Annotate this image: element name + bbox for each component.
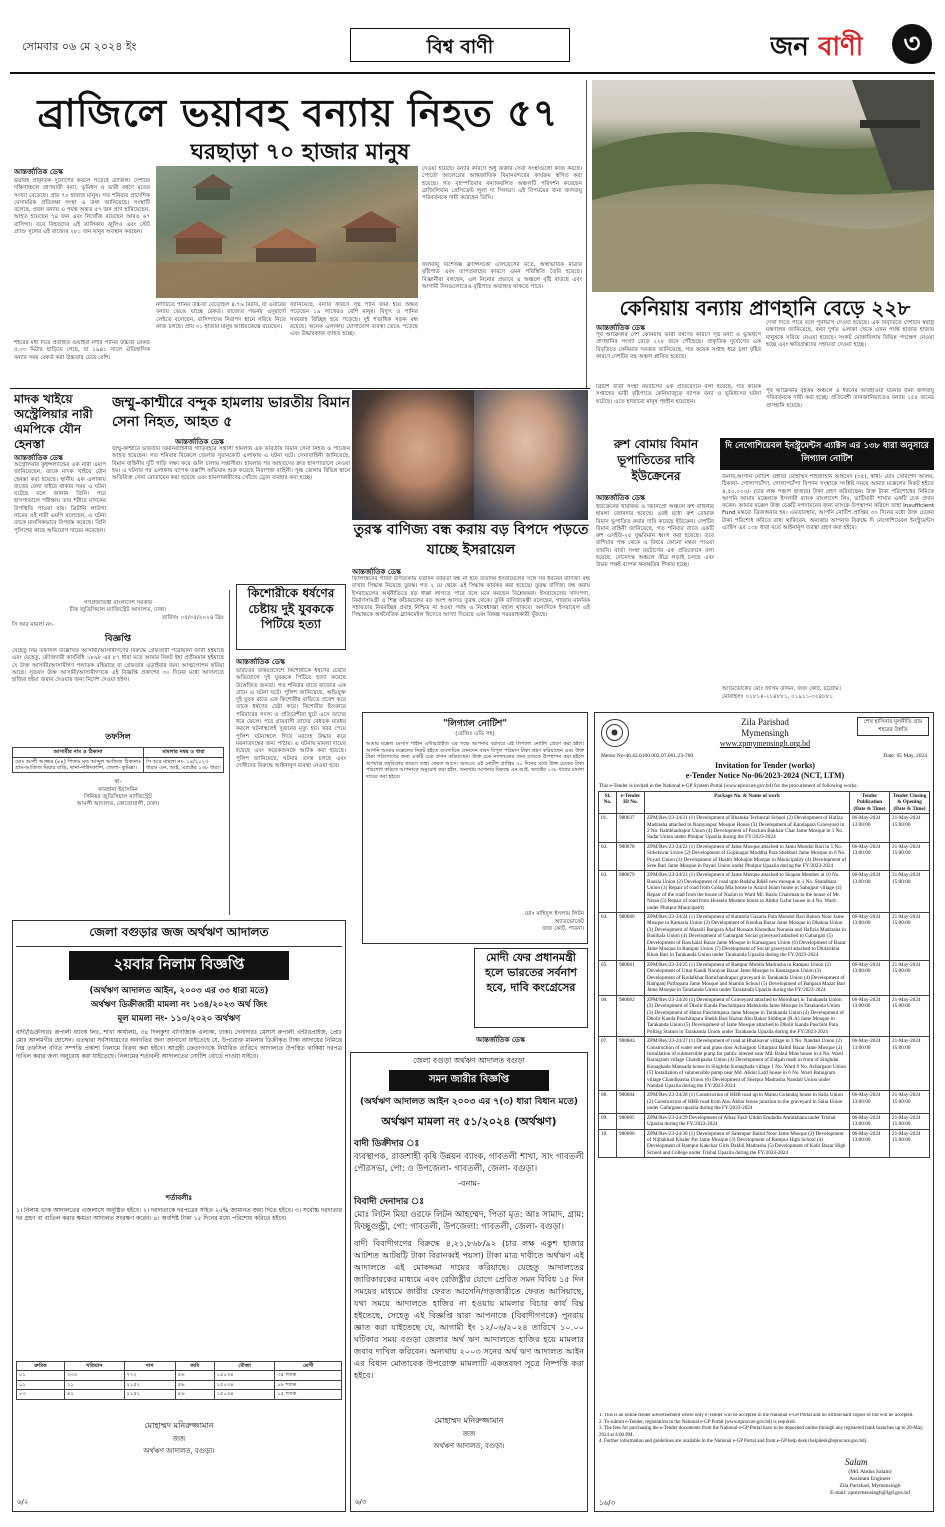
- tender-cell: ZPM/Rev/23-24/27 (1) Development of road at Bhalisavar village in 3 No. Nandail Union (2) Construction of water reef and glass door Achargaon Uttarpara Baitul Bazar Jame Mosque (3) Installation of submersible pump for public interest near Md. Babul Mias house in 4 No. Ward Baraigram village Chandipasha Union (4) Development of Eidgah math in front of Singhdai Konaghada Mannada house in Singhdai Konaghada village 1 No. Ward 9 No. Achargaon Union (5) Installation of submersible pump near Md. Abdul Latif house in 6 No. Ward Baraigram village Chandipasha Union (6) Development of Sherpur Madrasha Nandail Union under Nandail Upazila during the FY/2023-2024: [645, 1037, 850, 1091]
- summons-code: ৬/৩: [355, 1498, 367, 1506]
- tender-sign-title: Assistant Engineer: [849, 1476, 891, 1482]
- auction-cell: ১৫০৩৪: [214, 1390, 275, 1399]
- tender-cell: 05.: [599, 960, 617, 995]
- masthead-date: সোমবার ০৬ মে ২০২৪ ইং: [22, 40, 137, 53]
- court-col-case: মামলার নম্বর ও ধারা: [144, 748, 224, 757]
- summons-judge: মোহাম্মদ মনিরুজ্জামান: [434, 1416, 504, 1425]
- tender-cell: ZPM/Rev/23-24/29 Development of Alhaz Fazil Uddin Emdadia Aminkhana under Trishal Upazila during the FY/2023-2024: [645, 1113, 850, 1129]
- auction-cell: ১৫০৩৪: [214, 1371, 275, 1380]
- tender-badge: শেখ হাসিনার মূলনীতি গ্রাম শহরের উন্নতি: [857, 717, 929, 736]
- kenya-headline: কেনিয়ায় বন্যায় প্রাণহানি বেড়ে ২২৮: [619, 296, 911, 320]
- tender-cell: 21-May-2024 15:00:00: [890, 1129, 930, 1158]
- table-row: [599, 842, 930, 871]
- table-row: [17, 1390, 342, 1399]
- modi-desk: আন্তর্জাতিক ডেস্ক: [476, 1036, 525, 1044]
- erdogan-photo: [352, 390, 474, 520]
- turkey-desk: আন্তর্জাতিক ডেস্ক: [352, 568, 401, 576]
- legal-notice-sub: (রেজিঃ এডি সহ): [455, 731, 495, 737]
- tender-cell: 06-May-2024 13:00:00: [850, 995, 890, 1036]
- auction-th-1: খতিয়ান: [65, 1362, 125, 1371]
- tender-table: [598, 791, 930, 1158]
- table-row: [599, 912, 930, 960]
- legal-notice-sign-place: জজ কোর্ট, পাবনা।: [542, 925, 584, 932]
- auction-cell: ০১: [17, 1371, 65, 1380]
- summons-defendant: মোঃ লিটন মিয়া ওরফে লিটন আহম্মেদ, পিতা মৃত: আঃ সামাদ, গ্রাম: ফিচ্ছুগুন্ড্রী, পো: গাবতলী, উপজেলা: গাবতলী, জেলা- বগুড়া।: [354, 1210, 584, 1232]
- tender-cell: 06.: [599, 995, 617, 1036]
- tender-cell: 03.: [599, 871, 617, 912]
- auction-cell: ৫৬: [175, 1390, 214, 1399]
- tender-cell: 09.: [599, 1113, 617, 1129]
- tender-cell: 21-May-2024 15:00:00: [890, 995, 930, 1036]
- legal-notice-sign-title: অ্যাডভোকেট: [554, 918, 584, 925]
- kashmir-body: জম্মু-কাশ্মীরে ভারতীয় বিমানবাহিনীর গাড়িবহরে সন্ত্রাসী হামলায় এক ভারতীয় বিমান সেনা নিহত ও পাঁচজন আহত হয়েছেন। গত শনিবার বিকেলে জেলার সুরানকোট এলাকায় এ ঘটনা ঘটে। সেনাবাহিনী জানিয়েছে, বিমান বাহিনীর দুটি গাড়ি লক্ষ্য করে গুলি চালায় সন্ত্রাসীরা। হামলার পর আহতদের দ্রুত হাসপাতালে নেওয়া হয়। এ ঘটনার পর এলাকায় ব্যাপক তল্লাশি অভিযান শুরু করেছে নিরাপত্তা বাহিনী। পুঞ্চ জেলার বিভিন্ন স্থানে অতিরিক্ত সেনা মোতায়েন করা হয়েছে এবং হামলাকারীদের খোঁজে ড্রোন ব্যবহার করা হচ্ছে।: [112, 446, 350, 482]
- tender-cell: 980685: [617, 1113, 645, 1129]
- legal-notice-title: "লিগ্যাল নোটিশ": [442, 719, 508, 729]
- tender-memo: Memo No-46.42.6100.002.07.001.23-760: [601, 753, 694, 759]
- logo-left: জন: [770, 32, 809, 62]
- court-name: চীফ জুডিসিয়াল ম্যাজিস্ট্রেট আদালত, ঢাকা।: [69, 607, 167, 614]
- newspaper-logo: [770, 22, 935, 66]
- tender-cell: 06-May-2024 13:00:00: [850, 1113, 890, 1129]
- brazil-body-1: ভয়াবহ প্রাকৃতিক দুর্যোগের কবলে পড়েছে ব্রাজিল। দেশটির দক্ষিণাঞ্চলে প্রাণঘাতী বন্যা, ভূমিধস ও ভারী বর্ষণে মৃতের সংখ্যা বেড়েছে। প্রায় ৭০ হাজার মানুষ। গত শনিবার প্রাদেশিক বেসামরিক প্রতিরক্ষা সংস্থা এ তথ্য জানিয়েছে। সংস্থাটি বলেছে, প্রবল বন্যায় এ পর্যন্ত অন্তত ৫৭ জন প্রাণ হারিয়েছেন, আহত হয়েছেন ৭৪ জন এবং নিখোঁজ রয়েছেন আরও ৬৭ বাসিন্দা। তবে নিহতদের এই তালিকায় জুলিও এবং স্টেট গ্র্যাণ্ড সুলের এই রাজ্যের ২৮১ জন মানুষ অবস্থান করছেন।: [14, 178, 150, 236]
- summons-law: (অর্থঋণ আদালত আইন ২০০৩ এর ৭(৩) ধারা বিধান মতে): [360, 1097, 578, 1107]
- tender-sign-email: E-mail: zpmymensingh@lgd.gov.bd: [830, 1490, 910, 1496]
- russia-desk: আন্তর্জাতিক ডেস্ক: [596, 494, 645, 502]
- bank-notice-title: দি নেগোশিয়েবল ইনস্ট্রুমেন্টস এ্যাক্টস এর ১৩৮ ধারা অনুসারে লিগ্যাল নোটিশ: [725, 441, 929, 464]
- tender-cell: 980686: [617, 1129, 645, 1158]
- masthead: [0, 0, 945, 74]
- tender-cell: 21-May-2024 15:00:00: [890, 1113, 930, 1129]
- table-row: [599, 960, 930, 995]
- summons-judge-title: জজ: [462, 1430, 476, 1438]
- tender-cell: ZPM/Rev/23-24/26 (1) Development of Graveyard attached to Morolbari in Tarakanda Union (2) Development of Dholir Kanda Paschimpara Mahkloda Jame Mosque in Tarakanda Union (3) Development of Hatua Paschimpara Jame Mosque in Tarakanda Union (4) Development of Dholir Kanda Paschimpara Shekh Bari Hazrat Abu Bakar Siddique (R.A) Jame Mosque in Tarakanda Union (5) Development of Jame Mosque attached to Dholir Kanda Paschim Para Polling Station in Tarakanda Union under Tarakanda Upazila during the FY/2023-2024: [645, 995, 850, 1036]
- tender-website: www.zpmymensingh.org.bd: [719, 739, 811, 748]
- brazil-subhead: ঘরছাড়া ৭০ হাজার মানুষ: [190, 139, 410, 165]
- tender-cell: 06-May-2024 13:00:00: [850, 842, 890, 871]
- table-row: [599, 1037, 930, 1091]
- auction-terms: ১। নিলাম ডাক আদালতের এজলাসে অনুষ্ঠিত হইবে। ২। দরদাতাকে দরপত্রের সহিত ২৫% জামানত জমা দিতে হইবে। ৩। সর্বোচ্চ দরদাতার দর গ্রহণ বা বাতিল করার ক্ষমতা আদালত সংরক্ষণ করেন। ৪। অবশিষ্ট টাকা ১৫ দিনের মধ্যে পরিশোধ করিতে হইবে।: [16, 1207, 342, 1222]
- kishori-headline: কিশোরীকে ধর্ষণের চেষ্টায় দুই যুবককে পিটিয়ে হত্যা: [247, 586, 335, 631]
- kenya-river-illustration: [592, 80, 934, 292]
- tender-cell: 21-May-2024 15:00:00: [890, 912, 930, 960]
- tender-cell: 21-May-2024 15:00:00: [890, 871, 930, 912]
- tender-cell: 06-May-2024 13:00:00: [850, 1129, 890, 1158]
- tender-cell: ZPM/Rev/23-24/30 (1) Development of Salempur Baitul Noor Jame Mosque (2) Development of Nijbakhail Khaler Par Jame Mosque (3) Development of Rampur High School (4) Development of Rampur Kakchar Girls Dakhil Madrasha (5) Development of Kalir Bazar High School and College under Trishal Upazila during the FY/2023-2024: [645, 1129, 850, 1158]
- auction-notice: [12, 920, 346, 1512]
- kashmir-desk: আন্তর্জাতিক ডেস্ক: [175, 438, 224, 446]
- auction-th-2: দাগ: [124, 1362, 175, 1371]
- tender-city: Mymensingh: [741, 728, 789, 738]
- auction-cell: ৫৬: [175, 1380, 214, 1389]
- tender-cell: 21-May-2024 15:00:00: [890, 1091, 930, 1113]
- modi-headline: মোদী ফের প্রধানমন্ত্রী হলে ভারতের সর্বনাশ হবে, দাবি কংগ্রেসের: [485, 951, 577, 994]
- summons-body: বাদী বিবাদীগণের বিরুদ্ধে ৪,২১,৮৬৮/৯২ (চার লক্ষ একুশ হাজার আটশত আটষট্টি টাকা বিরানব্বই পয়সা) টাকা মাত্র দাবীতে অর্থঋণ এই আদালতে এই মোকদ্দমা দায়ের করিয়াছে। যেহেতু আদালতের জারিকারকের মাধ্যমে এবং রেজিষ্ট্রীর যোগে প্রেরিত সমন বিবিধ ১৫ দিন সময়ের মাধ্যমে জারীর ফেরত আসেনি/গড়জারীতে ফেরত আসিয়াছে, যথা সময়ে আদালতে হাজির না হওয়ায় মামলার বিচার কার্য বিঘ্ন হইতেছে, সেহেতু এই বিজ্ঞপ্তি দ্বারা আপনাকে (বিবাদীগণকে) পুনরায় জ্ঞাত করা যাইতেছে যে, আগামী ইং ১২/০৬/২০২৪ তারিখে ১০.০০ ঘটিকার সময় বগুড়া জেলার অর্থ ঋণ আদালতে হাজির হয়ে মামলার জবাব দাখিল করিবেন। অন্যথায় ২০০৩ সনের অর্থ ঋণ আদালত আইন এর বিধান মোতাবেক উপরোক্ত মামলাটি একতরফা সূত্রে নিষ্পত্তি করা হইবে।: [354, 1238, 584, 1380]
- bank-notice-phone: মোবাইলঃ ০১৮১৪-২১৪৮৮১, ০১৯১১-৩২৪৮৮১: [722, 694, 834, 700]
- table-row: [599, 1129, 930, 1158]
- tender-cell: ZPM/Rev/23-24/22 (1) Development of Jame Mosque attached to Jamu Mondol Bari in 5 No. Sithelswar Union (2) Development of Gopinagar Moddha Para Shebbari Jame Mosque in 6 No. Poyari Union (3) Development of Hosbir Mohajon Mosque in Municipality (4) Development of Sree Bari Jame Mosque in Payari Union under Phulpur Upazila during the FY/2023-2024: [645, 842, 850, 871]
- auction-cell: ৪২: [65, 1390, 125, 1399]
- table-row: [17, 1380, 342, 1389]
- table-row: [599, 1091, 930, 1113]
- turkey-body: ফিলিস্তিনের গাজা উপত্যকায় যতদিন বর্বরতা বন্ধ না হবে ততদিন ইসরায়েলের সঙ্গে সব ধরনের বাণিজ্য বন্ধ রাখার সিদ্ধান্ত নিয়েছে তুরস্ক। গত ২ মে থেকে এই সিদ্ধান্ত কার্যকর করা হয়েছে। তুরস্ক বাণিজ্য বন্ধ করায় ইসরায়েলের অর্থনীতিতে বড় ধাক্কা লাগতে পারে বলে মনে করছেন বিশ্লেষকরা। ইসরায়েলের খাদ্যপণ্য, নির্মাণসামগ্রী ও শিল্প কাঁচামালের বড় অংশ আসত তুরস্ক থেকে। তুর্কি বাণিজ্যমন্ত্রী বলেছেন, গাজায় মানবিক সহায়তার নিরবচ্ছিন্ন প্রবাহ নিশ্চিত না হওয়া পর্যন্ত এ নিষেধাজ্ঞা বহাল থাকবে। অন্যদিকে ইসরায়েল এই সিদ্ধান্তকে অর্থনৈতিক ব্ল্যাকমেইল হিসেবে আখ্যা দিয়েছে এবং বিকল্প সরবরাহকারী খুঁজছে।: [352, 576, 590, 619]
- court-schedule-table: [12, 747, 224, 773]
- court-sign-1: স্বা-: [114, 779, 122, 786]
- tender-sign-name: (Md. Abdus Salam): [848, 1469, 892, 1475]
- court-cell-accused: মোঃ আলী আজ্জম (৪৪) পিতাঃ মৃত আব্দুল আজিজ ঠিকানাঃ গ্রাম-আজিজ মিয়ার বাড়ি, থানা-দাউদকান্দি, জেলা- কুমিল্লা।: [13, 757, 144, 773]
- legal-notice-body: আমার মক্কেল মেসার্স শাহীন এন্টারপ্রাইজ এর পক্ষে আপনার বরাবরে এই লিগ্যাল নোটিশ প্রেরণ করা হইল। আপনি আমার মক্কেলের নিকট হইতে ব্যবসায়িক লেনদেন বাবদ বিপুল পরিমাণ টাকা গ্রহণ করিয়াছেন এবং উক্ত টাকা পরিশোধের জন্য একটি চেক প্রদান করিয়াছেন। উক্ত চেক নগদায়নের জন্য ব্যাংকে উপস্থাপন করা হইলে অপর্যাপ্ত তহবিলের কারণে তাহা ফেরত আসে। অতএব এই নোটিশ প্রাপ্তির ৩০ দিনের মধ্যে উক্ত চেকের টাকা পরিশোধ করিতে আপনাকে অনুরোধ করা হইল, অন্যথায় আপনার বিরুদ্ধে এন.আই. অ্যাক্টের ১৩৮ ধারায় মামলা দায়ের করা হইবে।: [366, 741, 584, 780]
- bank-notice-body: জনাব,আপনি নোটিশ গ্রহীতা মোহাম্মদ শাহজাহান আহমেদ (৩৫), স্বামী- মোঃ খোরশেদ আলম, ঠিকানা- গোলাপচাঁন্দা, গোলাপচাঁন্দা বিপণন সংস্থাকে সংশ্লিষ্ট সময়ে আমার মক্কেলের নিকট হইতে ৪,৫০,০০০/- (চার লক্ষ পঞ্চাশ হাজার) টাকা গ্রহণ করিয়াছেন। উক্ত টাকা পরিশোধের নিমিত্তে আপনি আমার মক্কেলকে ইসলামী ব্যাংক বাংলাদেশ লিঃ, ভাটিয়ারী শাখার একটি চেক প্রদান করেন। আমার মক্কেল উক্ত চেকটি নগদায়নের জন্য ব্যাংকে উপস্থাপন করিলে তাহা Insufficient Fund মন্তব্যে ডিজঅনার হয়। এমতাবস্থায়, আপনি নোটিশ প্রাপ্তির ৩০ দিনের মধ্যে উক্ত চেকের টাকা পরিশোধ করিতে বাধ্য থাকিবেন, অন্যথায় আপনার বিরুদ্ধে দি নেগোশিয়েবল ইনস্ট্রুমেন্টস এ্যাক্টস এর ১৩৮ ধারা মতে আইনানুগ ব্যবস্থা গ্রহণ করা হইবে।: [722, 474, 934, 532]
- court-cell-case: সি আর মামলা নং- ১৪/২০২৩ ধারাঃ এন, আই, এ্যাক্টের ১৩৮ ধারা।: [144, 757, 224, 773]
- brazil-body-7: জলবায়ু বিশেষজ্ঞ ফ্রান্সিসকো এলিয়েসের মতে, অস্বাভাবিক মাত্রার বৃষ্টিপাত এবং তাপপ্রবাহের কারণে এমন পরিস্থিতি তৈরি হয়েছে। বিজ্ঞানীরা বলছেন, এল নিনোর প্রভাবে এ অঞ্চলে বৃষ্টি বাড়ছে এবং আগামী দিনগুলোতেও বৃষ্টিপাত অব্যাহত থাকতে পারে।: [422, 262, 582, 290]
- tender-note: 1. This is an online tender advertisement where only e-Tender will be accepted in the National e-GP Portal and no offline/hard copies of bid will be accepted.: [599, 1413, 914, 1418]
- brazil-flood-photo: [156, 166, 418, 298]
- tender-cell: ZPM/Rev/23-24/23 (1) Development of Jame Mosque attached to Shapan Member at 10 No. Bausla Union (2) Development of road upto Badsha R&H new mosque in 1 No. Shandhara Union (3) Repair of road from Golap Mia house to Azizul Islam house in Sabujpur village (4) Repair of the road from the house of Nazim to Ward Mr. Bazlu Chairman to the house of Mr. Nisan (5) Repair of road from Hossein Mustere house to Abdur Gafur house in 4 No. Ward under Phulpur Municipality: [645, 871, 850, 912]
- tender-cell: 06-May-2024 13:00:00: [850, 1091, 890, 1113]
- auction-cell: ৭৭২: [124, 1371, 175, 1380]
- table-row: [599, 814, 930, 843]
- page-number: ৩: [903, 29, 921, 59]
- tender-cell: 980637: [617, 814, 645, 843]
- tender-col-sl: Sl. No.: [599, 792, 617, 814]
- summons-versus: -বনাম-: [458, 1179, 480, 1188]
- tender-cell: 10.: [599, 1129, 617, 1158]
- tender-cell: 980680: [617, 912, 645, 960]
- netanyahu-photo: [474, 390, 588, 520]
- tender-cell: 04.: [599, 912, 617, 960]
- turkey-headline: তুরস্ক বাণিজ্য বন্ধ করায় বড় বিপদে পড়তে যাচ্ছে ইসরায়েল: [353, 522, 589, 558]
- table-row: [599, 871, 930, 912]
- auction-terms-title: শর্তাবলীঃ: [165, 1194, 193, 1202]
- summons-plaintiff-label: বাদী ডিক্রীদার ঃ: [354, 1139, 420, 1149]
- rule-top-section: [10, 388, 590, 389]
- auction-th-3: জমি: [175, 1362, 214, 1371]
- summons-defendant-label: বিবাদী দেনাদার ঃ: [354, 1197, 425, 1207]
- auction-cell: ১৫০৩৪: [214, 1380, 275, 1389]
- tender-intro: This e-Tender is invited in the National e-GP System Portal (www.eprocure.gov.bd) for the procurement of following works:: [599, 783, 858, 789]
- auction-judge-court: অর্থঋণ আদালত, বগুড়া।: [143, 1446, 215, 1455]
- table-row: [599, 1113, 930, 1129]
- tender-cell: ZPM/Rev/23-24/28 (1) Construction of HBB road up to Mainu Golandaj house in Salia Union (2) Construction of HBB road from Abu Akbar house junction to the graveyard in Salia Union under Gafargaon upazila during the FY/2023-2024: [645, 1091, 850, 1113]
- summons-header: জেলা বগুড়া অর্থঋণ আদালত বগুড়া: [413, 1056, 525, 1065]
- summons-title: সমন জারীর বিজ্ঞপ্তি: [389, 1070, 549, 1091]
- tender-note: 3. The fees for purchasing the e-Tender documents from the National e-GP Portal have to be deposited online through any registered bank branches up to 20-May, 2024 at 4:00 PM.: [599, 1426, 924, 1438]
- brazil-desk: আন্তর্জাতিক ডেস্ক: [14, 168, 63, 176]
- tender-cell: ZPM/Rev/23-24/21 (1) Development of Bhaluka Technical School (2) Development of Hafiza Madrasha attached to Narayanpur Mosque House (3) Development of Kandapara Graveyard in 2 No. Rambhadrapur Union (4) Development of Paschim Bakhair Char Jame Mosque in 1 No. Sadar Union under Phulpur Upazila during the FY/2023-2024: [645, 814, 850, 843]
- court-date: তারিখঃ ০৫/০৫/২০২৪ খ্রিঃ: [161, 614, 224, 621]
- tender-note: 2. To submit e-Tender, registration in the National e-GP Portal (www.eprocure.gov.bd) is required.: [599, 1419, 796, 1425]
- kishori-body: ভারতের উত্তরপ্রদেশে কিশোরীকে ধর্ষণের চেষ্টার অভিযোগে দুই যুবককে পিটিয়ে হত্যা করেছে উত্তেজিত জনতা। গত শনিবার রাতে রাজ্যের এক গ্রামে এ ঘটনা ঘটে। পুলিশ জানিয়েছে, অভিযুক্ত দুই যুবক রাতে এক কিশোরীর বাড়িতে প্রবেশ করে তাকে ধর্ষণের চেষ্টা করে। কিশোরীর চিৎকারে পরিবারের সদস্য ও প্রতিবেশীরা ছুটে এসে তাদের ধরে ফেলে। পরে গ্রামবাসী তাদের বেধড়ক মারধর করলে ঘটনাস্থলেই দুজনের মৃত্যু হয়। খবর পেয়ে পুলিশ ঘটনাস্থলে গিয়ে মরদেহ উদ্ধার করে ময়নাতদন্তের জন্য পাঠায়। এ ঘটনায় মামলা দায়ের হয়েছে এবং কয়েকজনকে আটক করা হয়েছে। পুলিশ জানিয়েছে, ঘটনার তদন্ত চলছে এবং দোষীদের বিরুদ্ধে আইনানুগ ব্যবস্থা নেওয়া হবে।: [236, 668, 346, 769]
- tender-cell: 980682: [617, 995, 645, 1036]
- court-title: বিজ্ঞপ্তি: [104, 634, 132, 645]
- summons-notice: [350, 1052, 588, 1512]
- brazil-body-4: নদীটিতে পানির উচ্চতা বেড়েছিল ৪.৭৬ মিটার, যা এবারের বন্যায় ভেঙে যাচ্ছে রেকর্ড। রাজ্যের গভর্নর এদুয়ার্দো লেইতে বলেছেন, বাসিন্দাদের নিরাপদ স্থানে সরিয়ে নিতে কাজ চলছে। প্রায় ৩১ হাজার মানুষ আশ্রয়কেন্দ্রে রয়েছেন।: [156, 302, 286, 330]
- kashmir-headline: জম্মু-কাশ্মীরে বন্দুক হামলায় ভারতীয় বিমান সেনা নিহত, আহত ৫: [112, 395, 350, 430]
- tender-cell: ZPM/Rev/23-24/24 (1) Development of Kamaria Gazaria Para Mondol Bari Baitun Noor Jame Mosque in Kamaria Union (2) Development of Kendua Bazar Jame Mosque in Dhakua Union (3) Development of Mazaili Bangara Allaf Hossain Khondkar Nurania and Hafizia Madrasha in Banihala Union (4) Development of Gabargati Social graveyard attached to Gabargati (5) Development of Raschalal Bazar Jame Mosque in Kamargaon Union (6) Development of Bazar Jame Mosque in Rampur Union (7) Development of Social graveyard attached to Dhitarikha Khan Bari in Tarakanda Union under Tarakanda Upazila during the FY/2023-2024: [645, 912, 850, 960]
- table-row: [17, 1371, 342, 1380]
- auction-case-1: অর্থঋণ ডিক্রীজারী মামলা নং ১৩৪/২০২৩ অর্থ জিং: [91, 1000, 267, 1010]
- summons-case: অর্থঋণ মামলা নং ৫১/২০২৪ (অর্থঋণ): [381, 1115, 557, 1128]
- auction-cell: ২১৫২: [124, 1380, 175, 1389]
- tender-cell: 06-May-2024 13:00:00: [850, 871, 890, 912]
- auction-law: (অর্থঋণ আদালত আইন, ২০০৩ এর ৩৩ ধারা মতে): [89, 986, 269, 996]
- tender-sign-org: Zila Parishad, Mymensingh: [839, 1483, 901, 1489]
- tender-cell: 06-May-2024 13:00:00: [850, 960, 890, 995]
- kishori-desk: আন্তর্জাতিক ডেস্ক: [236, 658, 285, 666]
- kenya-body-3: দেখা দিতে পারে বলে পূর্বাভাস দেওয়া হয়েছে। এক বিবৃতিতে দেশটির স্বরাষ্ট্র মন্ত্রণালয় জানিয়েছে, বন্যা দুর্গত এলাকা থেকে এখন পর্যন্ত হাজার হাজার মানুষকে সরিয়ে নেওয়া হয়েছে। সংকট মোকাবিলায় বিভিন্ন পদক্ষেপ নেওয়া হচ্ছে এবং ক্ষতিগ্রস্তদের সহায়তা দেওয়া হচ্ছে।: [766, 320, 934, 348]
- auction-judge-title: জজ: [172, 1434, 186, 1443]
- auction-th-0: ক্রমিক: [17, 1362, 65, 1371]
- court-case: সি আর মামলা নং-: [12, 621, 54, 628]
- tender-code: ১৬/৩: [599, 1499, 616, 1507]
- auction-th-4: মৌজা: [214, 1362, 275, 1371]
- kenya-flood-photo: [592, 80, 934, 292]
- auction-cell: ০৩: [17, 1390, 65, 1399]
- court-col-accused: আসামীর নাম ও ঠিকানা: [13, 748, 144, 757]
- flood-roofs-illustration: [156, 166, 418, 298]
- tender-col-close: Tender Closing & Opening (Date & Time): [890, 792, 930, 814]
- auction-judge: মোহাম্মদ মনিরুজ্জামান: [144, 1420, 214, 1430]
- table-row: [599, 995, 930, 1036]
- court-schedule-title: তফসিল: [105, 732, 131, 742]
- auction-header: জেলা বগুড়ার জজ অর্থঋণ আদালত: [16, 924, 342, 947]
- brazil-body-5: জানিয়েছে, বন্যার কারণে সৃষ্ট পানি জমা হয়ে অন্তত পড়েছেন ১৯ লাখেরও বেশি মানুষ। বিদ্যুৎ ও পানির সরবরাহ বিচ্ছিন্ন হয়ে পড়েছে। দুই শতাধিক সড়ক বন্ধ রয়েছে। অনেক এলাকায় যোগাযোগ ব্যবস্থা ভেঙে পড়েছে এবং উদ্ধারকাজ ব্যাহত হচ্ছে।: [290, 302, 418, 338]
- kenya-body-1: পূর্ব আফ্রিকার দেশ কেনিয়ায় ভারী বর্ষণের কারণে সৃষ্ট বন্যা ও ভূমিধসে প্রাণহানির সংখ্যা বেড়ে ২২৮ জনে পৌঁছেছে। প্রাকৃতিক দুর্যোগের এক বিবৃতিতে কেনিয়ার সরকার জানিয়েছে, গত কয়েক সপ্তাহ ধরে চলা বৃষ্টির কারণে দেশটির বহু অঞ্চল প্লাবিত হয়েছে।: [596, 332, 761, 360]
- tender-cell: ZPM/Rev/23-24/25 (1) Development of Rampur Mohila Madrasha in Rampur Union (2) Development of Uttar Kandi Narayan Bazar Jame Mosque in Kamargaon Union (3) Development of Kodalkhar Ramchandrapur graveyard in Tarakanda Union (4) Development of Ramganj Purbopara Jame Mosque and Shamin School (5) Development of Banpara Mazar Bari Jame Mosque in Tarakanda Union under Tarakanda Upazila during the FY/2023-2024: [645, 960, 850, 995]
- tender-cell: 980679: [617, 871, 645, 912]
- tender-note: 4. Further information and guidelines are available in the National e-GP Portal and from e-GP help desk (helpdesk@eprocure.gov.bd).: [599, 1439, 868, 1444]
- tender-cell: 08.: [599, 1091, 617, 1113]
- bank-notice-sign: অ্যাডভোকেট মোঃ জসিম উদ্দিন, জজ কোর্ট, চট্টগ্রাম।: [722, 686, 841, 692]
- russia-headline: রুশ বোমায় বিমান ভূপাতিতের দাবি ইউক্রেনের: [613, 437, 699, 483]
- auction-cell: ৩৩৩: [65, 1371, 125, 1380]
- tender-date: Date: 05 May, 2024: [883, 753, 927, 759]
- tender-col-id: e-Tender ID No.: [617, 792, 645, 814]
- page-number-badge: [892, 24, 932, 64]
- tender-cell: 21-May-2024 15:00:00: [890, 842, 930, 871]
- column-rule: [586, 80, 587, 388]
- brazil-body-6: দেওয়া হয়েছে। বন্যার কারণে শুধু জরুরি সেবা সংস্থাগুলো কাজ করছে। পোর্তো আলেগ্রের আন্তর্জাতিক বিমানবন্দরের কার্যক্রম স্থগিত করা হয়েছে। গত বৃহস্পতিবার বন্যাকবলিত অঞ্চলটি পরিদর্শন করেছেন ব্রাজিলিয়ান প্রেসিডেন্ট লুলা দা সিলভা। এই বিপর্যয়ের জন্য জলবায়ু পরিবর্তনকে দায়ী করেছেন তিনি।: [422, 166, 582, 202]
- tender-col-pkg: Package No. & Name of work: [645, 792, 850, 814]
- auction-body: বাদী/ডিক্রীদারঃ রূপালী ব্যাংক লিঃ, শাখা কার্যালয়, ৩৪ দিলকুশা বাণিজ্যিক এলাকা, ঢাকা। দেনাদারঃ মেসার্স রুপালী এন্টারপ্রাইজ, প্রোঃ মোঃ আলমগীর হোসেন। এতদ্বারা সর্বসাধারণের অবগতির জন্য জানানো যাইতেছে যে, উপরোক্ত মামলার ডিক্রীকৃত টাকা আদায়ের নিমিত্তে নিম্ন তফসিল বর্ণিত সম্পত্তি প্রকাশ্য নিলামে বিক্রয় করা হইবে। আগ্রহী ক্রেতাগণকে নির্ধারিত তারিখে আদালতে উপস্থিত থাকিয়া দরপত্র দাখিল করার জন্য অনুরোধ করা যাইতেছে। নিলামের শর্তাবলী আদালতের নোটিশ বোর্ডে পাওয়া যাইবে।: [16, 1029, 342, 1060]
- column-rule: [229, 590, 230, 915]
- auction-case-2: মূল মামলা নং- ১১০/২০২০ অর্থঋণ: [117, 1014, 241, 1024]
- court-sign-3: সিনিয়র জুডিসিয়াল ম্যাজিস্ট্রেট: [84, 794, 152, 800]
- kenya-body-2: ব্রিটিশ বার্তা সংস্থা রয়টার্সের এক প্রতিবেদনে বলা হয়েছে, গত কয়েক সপ্তাহের ভারী বৃষ্টিপাতে কেনিয়াজুড়ে ব্যাপক বন্যা ও ভূমিধসের ঘটনা ঘটেছে। এতে হাজারো মানুষ গৃহহীন হয়েছেন।: [596, 384, 761, 405]
- tender-title-1: Invitation for Tender (works): [715, 761, 815, 770]
- left-short-headline: মাদক খাইয়ে অস্ট্রেলিয়ার নারী এমপিকে যৌন হেনস্তা: [14, 392, 93, 451]
- left-short-desk: আন্তর্জাতিক ডেস্ক: [14, 454, 63, 462]
- tender-cell: 01.: [599, 814, 617, 843]
- tender-title-2: e-Tender Notice No-06/2023-2024 (NCT, LTM): [685, 771, 845, 780]
- court-sign-4: আমলী আদালত, কোতোয়ালী, ঢাকা।: [76, 801, 160, 808]
- brazil-body-3: শহরের মধ্য দিয়ে প্রবাহিত গুয়াইবা নদীর পানির উচ্চতা রেকর্ড ৫.৩৩ মিটার ছাড়িয়ে গেছে, যা ১৯৪১ সালে ঐতিহাসিক বন্যার সময় রেকর্ড করা উচ্চতার চেয়ে বেশি।: [14, 340, 150, 361]
- logo-right: বাণী: [818, 32, 864, 62]
- tender-cell: 21-May-2024 15:00:00: [890, 814, 930, 843]
- auction-property-table: [16, 1361, 342, 1400]
- masthead-rule: [10, 72, 935, 74]
- court-notice: [12, 600, 224, 912]
- russia-body: ইউক্রেনের খারকিভ ও জিনিপ্রো অঞ্চলে রুশ বাহিনীর হামলা জোরদার হয়েছে। এরই মধ্যে রুশ বোমারু বিমান ভূপাতিত করার দাবি করেছে ইউক্রেন। দেশটির বিমান বাহিনী জানিয়েছে, গত শনিবার রাতে একটি রুশ এসইউ-২৫ যুদ্ধবিমান ধ্বংস করা হয়েছে। তবে রাশিয়ার পক্ষ থেকে এ বিষয়ে কোনো মন্তব্য পাওয়া যায়নি। বার্তা সংস্থা রয়টার্সের এক প্রতিবেদনে বলা হয়েছে, দোনেৎস্ক অঞ্চলে তীব্র লড়াই চলছে এবং উভয় পক্ষই ব্যাপক ক্ষয়ক্ষতির শিকার হচ্ছে।: [596, 504, 714, 569]
- legal-notice-sign: মোঃ মাহিদুল ইসলাম লিটন: [524, 911, 584, 918]
- tender-org: Zila Parishad: [741, 717, 789, 727]
- tender-notice: [594, 712, 934, 1512]
- tender-cell: 02.: [599, 842, 617, 871]
- summons-plaintiff: ব্যবস্থাপক, রাজশাহী কৃষি উন্নয়ন ব্যাংক, গাবতলী শাখা, সাং গাবতলী পৌরসভা, পো: ও উপজেলা- গাবতলী, জেলা- বগুড়া।: [354, 1152, 584, 1174]
- left-short-body: অস্ট্রেলিয়ার কুইন্সল্যান্ডের এক নারী এমপি জানিয়েছেন, তাকে মাদক খাইয়ে যৌন হেনস্তা করা হয়েছে। স্থানীয় এক এলাকায় রাতের বেলা বাইরে থাকার সময় এ ঘটনা ঘটেছে বলে জানান তিনি। পরে হাসপাতালে পরীক্ষায় তার শরীরে মাদকের উপস্থিতি পাওয়া যায়। ব্রিটানি লাউগা নামের ওই নারী এমপি বলেছেন, এ ঘটনা তাকে মানসিকভাবে বিপর্যস্ত করেছে। তিনি পুলিশের কাছে অভিযোগ দায়ের করেছেন।: [14, 462, 106, 534]
- tender-cell: 980684: [617, 1091, 645, 1113]
- auction-cell: ০২: [17, 1380, 65, 1389]
- auction-cell: ০৫ শতক: [275, 1390, 342, 1399]
- auction-title: ২য়বার নিলাম বিজ্ঞপ্তি: [69, 951, 289, 980]
- auction-cell: ২১: [65, 1380, 125, 1389]
- summons-judge-court: অর্থঋণ আদালত, বগুড়া।: [433, 1442, 505, 1450]
- auction-th-5: শ্রেণী: [275, 1362, 342, 1371]
- tender-col-pub: Tender Publication (Date & Time): [850, 792, 890, 814]
- court-gov: গণপ্রজাতন্ত্রী বাংলাদেশ সরকার: [84, 600, 152, 606]
- court-body: যেহেতু নিম্ন তফসিল উল্লেখিত আসামী/আসামীগণের বিরুদ্ধে গ্রেফতারী পরোয়ানা জারী হইয়াছে এবং যেহেতু, ফৌজদারী কার্যবিধি ১৮৯৮ এর ৮৭ ধারা মতে আমার নিকট ইহা প্রতীয়মান হইয়াছে যে উক্ত আসামী/আসামীগণ পলাতক রহিয়াছে বা গ্রেফতার এড়াইবার জন্য আত্মগোপন করিয়া আছে। সুতরাং উক্ত আসামী/আসামীগণকে এই বিজ্ঞপ্তি প্রকাশের ৩০ দিনের মধ্যে আদালতে হাজির হইয়া জবাব দেওয়ার জন্য নির্দেশ দেওয়া হইল।: [12, 648, 224, 684]
- auction-code: ৬/২: [17, 1498, 29, 1506]
- auction-cell: ৩৫ শতক: [275, 1371, 342, 1380]
- auction-cell: ৫৬: [175, 1371, 214, 1380]
- tender-cell: 980683: [617, 1037, 645, 1091]
- tender-cell: 06-May-2024 13:00:00: [850, 912, 890, 960]
- tender-notes: [599, 1413, 929, 1446]
- tender-cell: 980681: [617, 960, 645, 995]
- brazil-headline: ব্রাজিলে ভয়াবহ বন্যায় নিহত ৫৭: [37, 90, 559, 135]
- auction-cell: ০৮ শতক: [275, 1380, 342, 1389]
- tender-cell: 06-May-2024 13:00:00: [850, 814, 890, 843]
- kenya-desk: আন্তর্জাতিক ডেস্ক: [596, 324, 645, 332]
- tender-cell: 980678: [617, 842, 645, 871]
- court-sign-2: ফারহানা ইয়াসমিন: [98, 786, 138, 793]
- tender-cell: 06-May-2024 13:00:00: [850, 1037, 890, 1091]
- section-title: বিশ্ব বাণী: [426, 36, 494, 58]
- tender-signature: Salam: [845, 1457, 868, 1467]
- legal-notice: [362, 712, 588, 944]
- tender-cell: 07.: [599, 1037, 617, 1091]
- tender-cell: 21-May-2024 15:00:00: [890, 960, 930, 995]
- tender-cell: 21-May-2024 15:00:00: [890, 1037, 930, 1091]
- kenya-body-4: পূর্ব আফ্রিকার বৃহত্তম অঞ্চলে এ ধরনের আবহাওয়া ঘটনার জন্য জলবায়ু পরিবর্তনকে দায়ী করা হচ্ছে। প্রতিবেশী তানজানিয়াতেও বন্যায় ১৫৫ জনের প্রাণহানি হয়েছে।: [766, 388, 934, 409]
- auction-cell: ২১৫২: [124, 1390, 175, 1399]
